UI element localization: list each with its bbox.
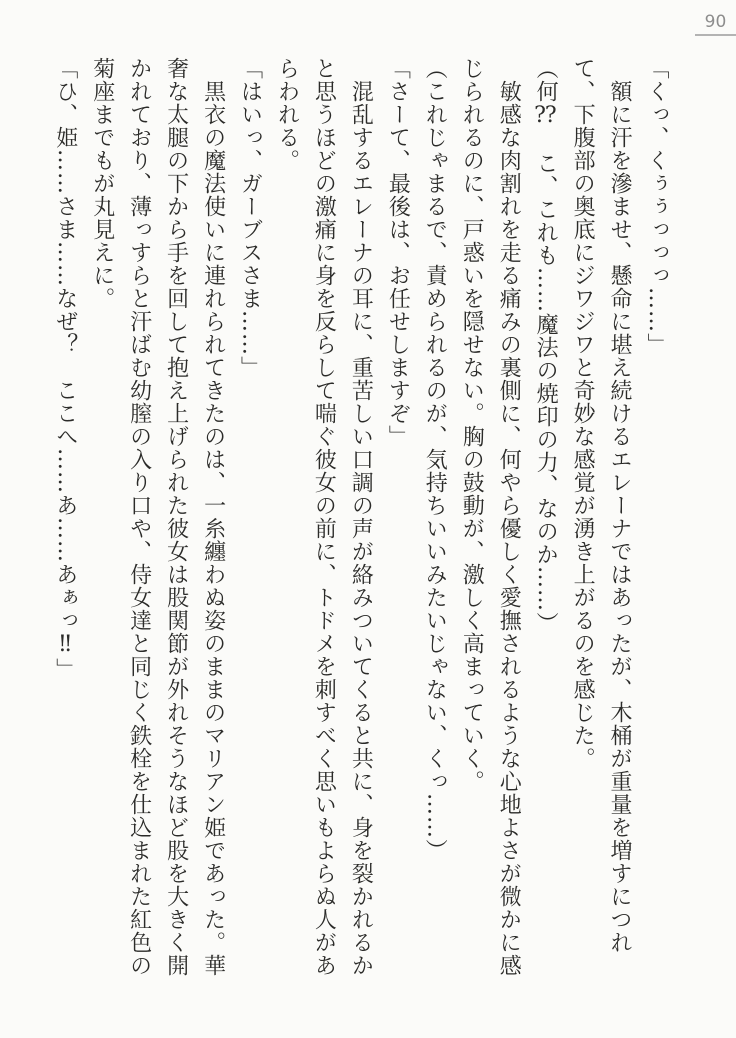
page-number-block: [695, 12, 736, 36]
paragraph-narrative: 黒衣の魔法使いに連れられてきたのは、一糸纏わぬ姿のままのマリアン姫であった。華奢な太腿の下から手を回して抱え上げられた彼女は股関節が外れそうなほど股を大きく開かれており、薄っすらと汗ばむ幼膣の入り口や、侍女達と同じく鉄栓を仕込まれた紅色の菊座までもが丸見えに。: [89, 57, 226, 977]
text-body: [46, 57, 674, 991]
paragraph-thought: （これじゃまるで、責められるのが、気持ちいいみたいじゃない、くっ……）: [422, 57, 448, 862]
paragraph-narrative: 額に汗を滲ませ、懸命に堪え続けるエレーナではあったが、木桶が重量を増すにつれて、下腹部の奥底にジワジワと奇妙な感覚が湧き上がるのを感じた。: [570, 57, 633, 954]
page-number: 90: [704, 12, 727, 32]
paragraph-dialogue: 「さーて、最後は、お任せしますぞ」: [385, 57, 411, 448]
paragraph-dialogue: 「ひ、姫……さま……なぜ？ ここへ……あ……あぁっ‼」: [52, 57, 78, 681]
paragraph-narrative: 混乱するエレーナの耳に、重苦しい口調の声が絡みついてくると共に、身を裂かれるかと思うほどの激痛に身を反らして喘ぐ彼女の前に、トドメを刺すべく思いもよらぬ人があらわれる。: [274, 57, 374, 977]
paragraph-dialogue: 「くっ、くぅぅっっっ……」: [644, 57, 669, 356]
paragraph-dialogue: 「はいっ、ガーブスさま……」: [237, 57, 263, 379]
paragraph-thought: （何⁇ こ、これも……魔法の焼印の力、なのか……）: [533, 57, 559, 635]
paragraph-narrative: 敏感な肉割れを走る痛みの裏側に、何やら優しく愛撫されるような心地よさが微かに感じられるのに、戸惑いを隠せない。胸の鼓動が、激しく高まっていく。: [459, 57, 522, 977]
